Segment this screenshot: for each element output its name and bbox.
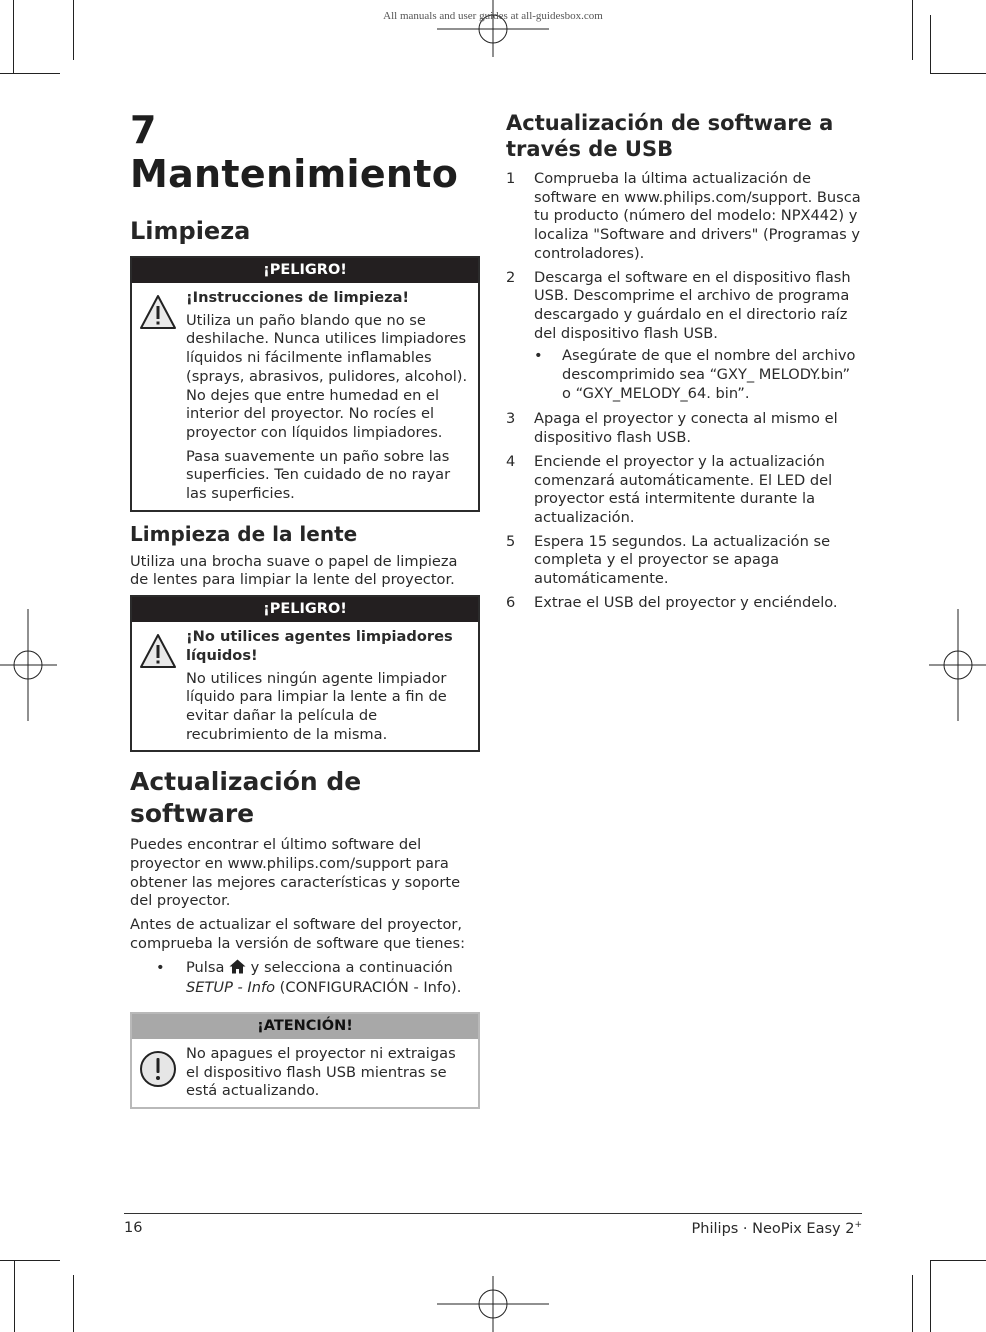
danger-box-lens xyxy=(130,595,480,752)
bullet-italic: SETUP - Info xyxy=(186,979,276,997)
list-item: 2 Descarga el software en el dispositivo flash USB. Descomprime el archivo de programa descargado y guárdalo en el directorio raíz del dispositivo flash USB. • Asegúrate de que el nombre del archivo descomprimido sea “GXY_ MELODY.bin” o “GXY_MELODY_64. bin”. xyxy=(506,269,862,406)
bullet-pre: Pulsa xyxy=(186,958,225,976)
list-item: 4 Enciende el proyector y la actualización comenzará automáticamente. El LED del proyector está intermitente durante la actualización. xyxy=(506,452,833,526)
chapter-number: 7 xyxy=(130,108,157,152)
software-body-2: Antes de actualizar el software del proyector, comprueba la versión de software que tienes: xyxy=(130,916,466,952)
danger-box-paragraph: No utilices ningún agente limpiador líquido para limpiar la lente a fin de evitar dañar la película de recubrimiento de la misma. xyxy=(186,669,447,743)
section-heading-usb: Actualización de software a través de USB xyxy=(506,111,834,161)
software-bullet xyxy=(130,959,480,998)
sub-bullet: • Asegúrate de que el nombre del archivo descomprimido sea “GXY_ MELODY.bin” o “GXY_MELODY_64. bin”. xyxy=(534,347,856,402)
warning-triangle-icon xyxy=(138,289,186,504)
bullet-post: y selecciona a continuación xyxy=(246,958,453,976)
attention-box-paragraph: No apagues el proyector ni extraigas el dispositivo flash USB mientras se está actualizando. xyxy=(186,1044,456,1100)
list-item: 3 Apaga el proyector y conecta al mismo el dispositivo flash USB. xyxy=(506,410,838,447)
danger-box-header: ¡PELIGRO! xyxy=(132,597,478,622)
footer-brand: Philips · NeoPix Easy 2+ xyxy=(691,1220,862,1237)
chapter-title xyxy=(130,108,480,196)
section-heading-limpieza: Limpieza xyxy=(130,217,251,245)
watermark-text: All manuals and user guides at all-guidesbox.com xyxy=(383,10,603,22)
exclamation-circle-icon xyxy=(138,1045,186,1101)
warning-triangle-icon xyxy=(138,628,186,744)
danger-box-header: ¡PELIGRO! xyxy=(132,258,478,283)
chapter-title-text: Mantenimiento xyxy=(130,152,459,196)
footer-rule xyxy=(124,1213,862,1214)
page-number: 16 xyxy=(124,1220,143,1236)
danger-box-paragraph-2: Pasa suavemente un paño sobre las superficies. Ten cuidado de no rayar las superficies. xyxy=(186,447,451,503)
left-column xyxy=(130,108,480,1109)
section-heading-software: Actualización de software xyxy=(130,767,362,829)
lente-body: Utiliza una brocha suave o papel de limpieza de lentes para limpiar la lente del proyector. xyxy=(130,552,458,589)
list-item: 6 Extrae el USB del proyector y enciéndelo. xyxy=(506,593,838,611)
home-icon xyxy=(229,959,246,980)
danger-box-cleaning xyxy=(130,256,480,512)
list-item: 5 Espera 15 segundos. La actualización se completa y el proyector se apaga automáticamente. xyxy=(506,532,831,588)
bullet-marker: • xyxy=(156,958,165,976)
attention-box-header: ¡ATENCIÓN! xyxy=(132,1014,478,1039)
bullet-tail: (CONFIGURACIÓN - Info). xyxy=(275,979,462,997)
list-item: 1 Comprueba la última actualización de software en www.philips.com/support. Busca tu producto (número del modelo: NPX442) y localiza "Software and drivers" (Programas y controladores). xyxy=(506,170,861,262)
footer-superscript: + xyxy=(854,1220,862,1230)
software-body-1: Puedes encontrar el último software del proyector en www.philips.com/support para obtener las mejores características y soporte del proyector. xyxy=(130,836,461,910)
section-heading-lente: Limpieza de la lente xyxy=(130,521,358,546)
right-column xyxy=(506,110,862,617)
danger-box-title: ¡Instrucciones de limpieza! xyxy=(186,289,410,306)
danger-box-title: ¡No utilices agentes limpiadores líquidos! xyxy=(186,628,453,664)
danger-box-paragraph-1: Utiliza un paño blando que no se deshilache. Nunca utilices limpiadores líquidos ni fácilmente inflamables (sprays, abrasivos, pulidores, alcohol). No dejes que entre humedad en el interior del proyector. No rocíes el proyector con líquidos limpiadores. xyxy=(186,311,468,441)
usb-steps-list xyxy=(506,170,862,612)
attention-box xyxy=(130,1012,480,1109)
